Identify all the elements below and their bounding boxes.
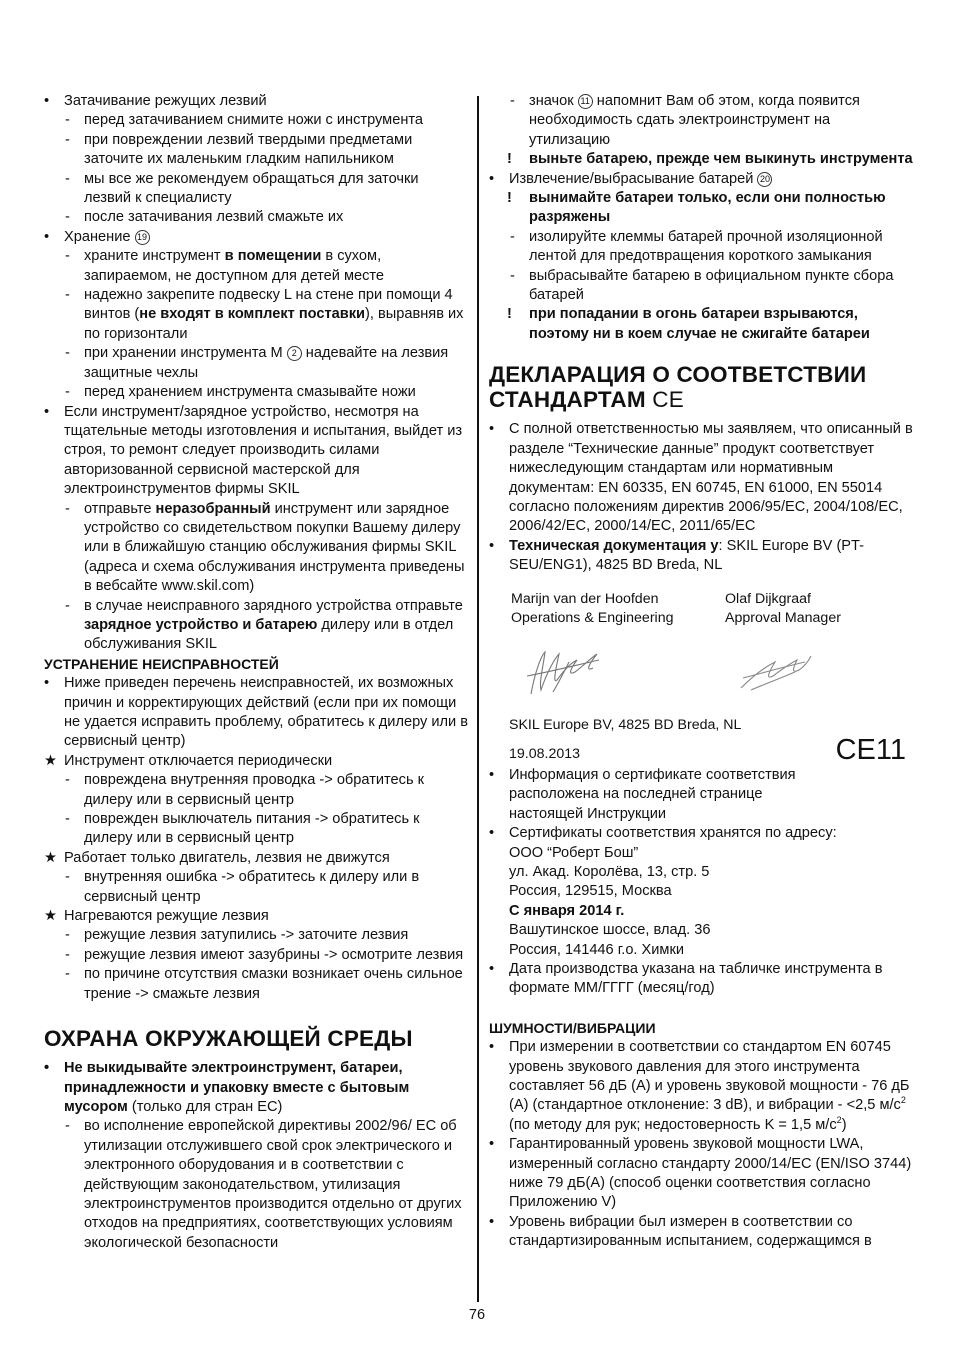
figure-ref: 2	[287, 346, 302, 361]
superscript: 2	[900, 1095, 906, 1106]
list-item: • При измерении в соответствии со стандартом EN 60745 уровень звукового давления для этого инструмента составляет 56 дБ (A) и уровень звуковой мощности - 76 дБ (A) (стандартное отклонение: 3 dB), и вибрации - <2,5 $м/с^2$ (по методу для рук; недостоверность K = 1,5 $м/с^2$)	[489, 1039, 910, 1133]
signatory-role: Operations & Engineering	[511, 609, 674, 626]
sharpening-item: при повреждении лезвий твердыми предметами заточите их маленьким гладким напильником	[84, 131, 413, 168]
text: : SKIL Europe BV (PT-SEU/ENG1), 4825 BD Breda, NL	[509, 537, 865, 574]
address-line: ул. Акад. Королёва, 13, стр. 5	[509, 863, 710, 880]
signatory-name: Olaf Dijkgraaf	[725, 590, 811, 607]
left-column	[44, 92, 468, 1253]
list-item: - после затачивания лезвий смажьте их	[65, 209, 344, 226]
warning-item: ! выньте батарею, прежде чем выкинуть инструмента	[507, 151, 913, 168]
signatories	[489, 590, 914, 632]
list-item: - при повреждении лезвий твердыми предметами заточите их маленьким гладким напильником	[65, 131, 413, 168]
list-item: - поврежден выключатель питания -> обратитесь к дилеру или в сервисный центр	[65, 811, 420, 847]
noise-title: ШУМНОСТИ/ВИБРАЦИИ	[489, 1019, 656, 1036]
address-line: ООО “Роберт Бош”	[509, 844, 639, 861]
bold-text: не входят в комплект поставки	[139, 306, 366, 323]
text: отправьте	[84, 500, 156, 517]
text: режущие лезвия имеют зазубрины -> осмотрите лезвия	[84, 946, 464, 963]
list-item: - перед затачиванием снимите ножи с инструмента	[65, 112, 424, 129]
text: (только для стран ЕС)	[127, 1098, 283, 1115]
list-item: • Не выкидывайте электроинструмент, батареи, принадлежности и упаковку вместе с бытовым мусором (только для стран ЕС)	[44, 1060, 410, 1115]
text: при хранении инструмента M	[84, 345, 287, 362]
text: При измерении в соответствии со стандартом EN 60745 уровень звукового давления для этого инструмента составляет 56 дБ (A) и уровень звуковой мощности - 76 дБ (A) (стандартное отклонение: 3 dB), и вибрации - <2,5 м/с	[509, 1039, 910, 1114]
list-item: • Уровень вибрации был измерен в соответствии со стандартизированным испытанием, содержащимся в	[489, 1213, 872, 1250]
text: Сертификаты соответствия хранятся по адресу:	[509, 825, 837, 842]
problem-text: Инструмент отключается периодически	[64, 752, 333, 769]
page-number: 76	[468, 1307, 486, 1323]
declaration-title	[489, 362, 914, 412]
list-item: - при хранении инструмента M 2 надевайте на лезвия защитные чехлы	[65, 345, 449, 381]
text: )	[841, 1116, 847, 1133]
title-line: ДЕКЛАРАЦИЯ О СООТВЕТСТВИИ	[489, 362, 867, 388]
text: внутренняя ошибка -> обратитесь к дилеру или в сервисный центр	[84, 869, 420, 905]
warning-text: при попадании в огонь батареи взрываются, поэтому ни в коем случае не сжигайте батареи	[529, 306, 870, 342]
warning-item: ! вынимайте батареи только, если они полностью разряжены	[507, 190, 886, 226]
ce-mark-number-icon: CE11	[835, 733, 906, 766]
list-item: • Извлечение/выбрасывание батарей 20	[489, 170, 914, 189]
list-item: • С полной ответственностью мы заявляем, что описанный в разделе “Технические данные” продукт соответствует нижеследующим стандартам или нормативным документам: EN 60335, EN 60745, EN 61000, EN 55014 согласно положениям директив 2006/95/EC, 2004/108/EC, 2006/42/EC, 2000/14/EC, 2011/65/EC	[489, 421, 913, 535]
company-address: SKIL Europe BV, 4825 BD Breda, NL	[509, 716, 742, 733]
list-item: - режущие лезвия имеют зазубрины -> осмотрите лезвия	[65, 946, 464, 963]
list-item: ★ Нагреваются режущие лезвия	[44, 908, 269, 925]
list-item: • Информация о сертификате соответствия расположена на последней странице настоящей Инструкции	[489, 766, 914, 824]
list-item: • Дата производства указана на табличке инструмента в формате ММ/ГГГГ (месяц/год)	[489, 961, 883, 997]
bold-text: зарядное устройство и батарею	[84, 616, 318, 633]
text: Уровень вибрации был измерен в соответствии со стандартизированным испытанием, содержащимся в	[509, 1213, 872, 1250]
address-line: Россия, 141446 г.о. Химки	[509, 941, 684, 958]
bold-text: в помещении	[224, 248, 322, 265]
signatory-2	[725, 590, 841, 629]
sharpening-item: после затачивания лезвий смажьте их	[84, 209, 344, 226]
list-item: - внутренняя ошибка -> обратитесь к дилеру или в сервисный центр	[65, 869, 420, 905]
figure-ref: 19	[135, 230, 150, 245]
text: Ниже приведен перечень неисправностей, их возможных причин и корректирующих действий (если при их помощи не удается исправить проблему, обратитесь к дилеру или в сервисный центр)	[64, 675, 469, 750]
text: повреждена внутренняя проводка -> обратитесь к дилеру или в сервисный центр	[84, 772, 425, 808]
right-column	[489, 92, 914, 1252]
service-heading: Если инструмент/зарядное устройство, несмотря на тщательные методы изготовления и испытания, выйдет из строя, то ремонт следует производить силами авторизованной сервисной мастерской для электроинструментов фирмы SKIL	[64, 403, 463, 498]
text: инструмент или зарядное устройство со свидетельством покупки Вашему дилеру или в ближайшую станцию обслуживания фирмы SKIL (адреса и схема обслуживания инструмента приведены в вебсайте www.skil.com)	[84, 500, 465, 595]
signatory-name: Marijn van der Hoofden	[511, 590, 659, 607]
text: изолируйте клеммы батарей прочной изоляционной лентой для предотвращения короткого замыкания	[529, 228, 883, 265]
list-item: - храните инструмент в помещении в сухом, запираемом, не доступном для детей месте	[65, 248, 385, 284]
column-divider	[477, 96, 479, 1302]
text: выбрасывайте батарею в официальном пункте сбора батарей	[529, 267, 894, 304]
sharpening-heading: Затачивание режущих лезвий	[64, 93, 267, 109]
superscript: 2	[836, 1114, 842, 1125]
bold-text: Техническая документация у	[509, 537, 719, 554]
battery-heading: Извлечение/выбрасывание батарей	[509, 170, 754, 187]
sharpening-item: перед затачиванием снимите ножи с инструмента	[84, 112, 424, 129]
bold-text: Не выкидывайте электроинструмент, батареи, принадлежности и упаковку вместе с бытовым мусором	[64, 1060, 410, 1115]
address-line: Россия, 129515, Москва	[509, 883, 672, 900]
text: храните инструмент	[84, 248, 225, 265]
list-item: • Гарантированный уровень звуковой мощности LWA, измеренный согласно стандарту 2000/14/EC (EN/ISO 3744) ниже 79 дБ(A) (способ оценки соответствия согласно Приложению V)	[489, 1136, 912, 1211]
text: надевайте на лезвия защитные чехлы	[84, 345, 449, 381]
title-line: СТАНДАРТАМ	[489, 387, 646, 413]
list-item: • Ниже приведен перечень неисправностей, их возможных причин и корректирующих действий (если при их помощи не удается исправить проблему, обратитесь к дилеру или в сервисный центр)	[44, 675, 469, 750]
text: С полной ответственностью мы заявляем, что описанный в разделе “Технические данные” продукт соответствует нижеследующим стандартам или нормативным документам: EN 60335, EN 60745, EN 61000, EN 55014 согласно положениям директив 2006/95/EC, 2004/108/EC, 2006/42/EC, 2000/14/EC, 2011/65/EC	[509, 421, 913, 535]
sharpening-item: мы все же рекомендуем обращаться для заточки лезвий к специалисту	[84, 170, 419, 207]
warning-text: выньте батарею, прежде чем выкинуть инструмента	[529, 151, 913, 168]
text: по причине отсутствия смазки возникает очень сильное трение -> смажьте лезвия	[84, 966, 463, 1002]
text: надежно закрепите подвеску L на стене при помощи 4 винтов (	[84, 287, 453, 323]
declaration-date: 19.08.2013	[509, 745, 581, 762]
list-item: • Если инструмент/зарядное устройство, несмотря на тщательные методы изготовления и испытания, выйдет из строя, то ремонт следует производить силами авторизованной сервисной мастерской для электроинструментов фирмы SKIL	[44, 403, 463, 498]
list-item: • Техническая документация у: SKIL Europe BV (PT-SEU/ENG1), 4825 BD Breda, NL	[489, 537, 865, 574]
text: перед хранением инструмента смазывайте ножи	[84, 384, 416, 401]
date-row	[489, 733, 914, 766]
handwritten-signatures	[489, 642, 909, 710]
signatory-1	[511, 590, 673, 629]
list-item: - в случае неисправного зарядного устройства отправьте зарядное устройство и батарею дилеру или в отдел обслуживания SKIL	[65, 597, 463, 653]
bold-text: неразобранный	[155, 500, 271, 517]
list-item: - отправьте неразобранный инструмент или зарядное устройство со свидетельством покупки Вашему дилеру или в ближайшую станцию обслуживания фирмы SKIL (адреса и схема обслуживания инструмента приведены в вебсайте www.skil.com)	[65, 500, 465, 595]
warning-text: вынимайте батареи только, если они полностью разряжены	[529, 190, 886, 226]
text: во исполнение европейской директивы 2002/96/ ЕС об утилизации отслужившего свой срок электрического и электронного оборудования и в соответствии с действующим законодательством, утилизация электроинструментов производится отдельно от других отходов на предприятиях, соответствующих условиям экологической безопасности	[84, 1118, 462, 1251]
storage-heading: Хранение	[64, 228, 131, 245]
text: режущие лезвия затупились -> заточите лезвия	[84, 927, 409, 944]
text: (по методу для рук; недостоверность K = 1,5 м/с	[509, 1116, 837, 1133]
signatures	[489, 642, 914, 710]
list-item: - по причине отсутствия смазки возникает очень сильное трение -> смажьте лезвия	[65, 966, 463, 1002]
text: дилеру или в отдел обслуживания SKIL	[84, 616, 454, 653]
list-item: - выбрасывайте батарею в официальном пункте сбора батарей	[510, 267, 894, 304]
list-item: • Хранение 19	[44, 228, 468, 247]
problem-text: Работает только двигатель, лезвия не движутся	[64, 849, 390, 866]
list-item: - режущие лезвия затупились -> заточите лезвия	[65, 927, 409, 944]
list-item: - перед хранением инструмента смазывайте ножи	[65, 384, 416, 401]
list-item: - надежно закрепите подвеску L на стене при помощи 4 винтов (не входят в комплект поставки), выравняв их по горизонтали	[65, 287, 464, 342]
text: Гарантированный уровень звуковой мощности LWA, измеренный согласно стандарту 2000/14/EC (EN/ISO 3744) ниже 79 дБ(A) (способ оценки соответствия согласно Приложению V)	[509, 1136, 912, 1211]
ce-mark-icon: CE	[652, 387, 684, 413]
list-item: - изолируйте клеммы батарей прочной изоляционной лентой для предотвращения короткого замыкания	[510, 228, 883, 265]
list-item: ★ Инструмент отключается периодически	[44, 752, 333, 769]
text: поврежден выключатель питания -> обратитесь к дилеру или в сервисный центр	[84, 811, 420, 847]
list-item: - во исполнение европейской директивы 2002/96/ ЕС об утилизации отслужившего свой срок электрического и электронного оборудования и в соответствии с действующим законодательством, утилизация электроинструментов производится отдельно от других отходов на предприятиях, соответствующих условиям экологической безопасности	[65, 1118, 462, 1251]
list-item: • Сертификаты соответствия хранятся по адресу:	[489, 825, 837, 842]
warning-item: ! при попадании в огонь батареи взрываются, поэтому ни в коем случае не сжигайте батареи	[507, 306, 870, 342]
text: в случае неисправного зарядного устройства отправьте	[84, 597, 463, 614]
list-item: - повреждена внутренняя проводка -> обратитесь к дилеру или в сервисный центр	[65, 772, 425, 808]
text: напомнит Вам об этом, когда появится необходимость сдать электроинструмент на утилизацию	[529, 93, 860, 148]
problem-text: Нагреваются режущие лезвия	[64, 908, 269, 925]
address-line: Вашутинское шоссе, влад. 36	[509, 922, 711, 939]
signatory-role: Approval Manager	[725, 609, 841, 626]
list-item: • Затачивание режущих лезвий	[44, 93, 267, 109]
list-item: - значок 11 напомнит Вам об этом, когда появится необходимость сдать электроинструмент на утилизацию	[510, 93, 860, 148]
text: в сухом, запираемом, не доступном для детей месте	[84, 248, 385, 284]
text: значок	[529, 93, 578, 109]
text: Дата производства указана на табличке инструмента в формате ММ/ГГГГ (месяц/год)	[509, 961, 883, 997]
figure-ref: 11	[578, 94, 593, 109]
address-line: С января 2014 г.	[509, 902, 625, 919]
troubleshooting-title: УСТРАНЕНИЕ НЕИСПРАВНОСТЕЙ	[44, 655, 279, 672]
text: ), выравняв их по горизонтали	[84, 306, 464, 342]
list-item: - мы все же рекомендуем обращаться для заточки лезвий к специалисту	[65, 170, 419, 207]
text: Информация о сертификате соответствия расположена на последней странице настоящей Инструкции	[509, 766, 796, 822]
environment-title: ОХРАНА ОКРУЖАЮЩЕЙ СРЕДЫ	[44, 1026, 413, 1052]
figure-ref: 20	[757, 172, 772, 187]
list-item: ★ Работает только двигатель, лезвия не движутся	[44, 849, 390, 866]
